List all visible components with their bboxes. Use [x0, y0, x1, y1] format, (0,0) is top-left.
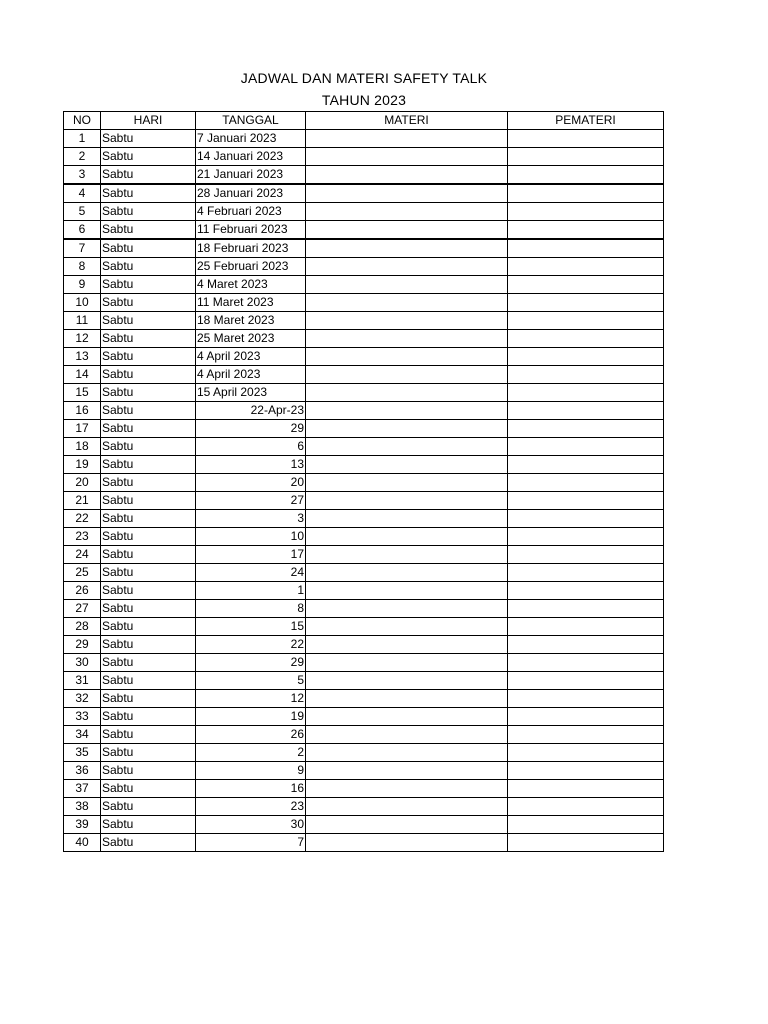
cell-tanggal: 28 Januari 2023 — [196, 184, 306, 203]
cell-materi — [306, 474, 508, 492]
cell-tanggal: 4 Februari 2023 — [196, 203, 306, 221]
cell-materi — [306, 798, 508, 816]
cell-materi — [306, 510, 508, 528]
cell-pemateri — [508, 780, 664, 798]
table-row — [64, 420, 664, 438]
cell-pemateri — [508, 384, 664, 402]
cell-no: 15 — [64, 384, 101, 402]
cell-no: 1 — [64, 130, 101, 148]
document-subtitle-year: TAHUN 2023 — [321, 92, 407, 108]
cell-tanggal: 15 — [196, 618, 306, 636]
table-row — [64, 294, 664, 312]
cell-hari: Sabtu — [101, 654, 196, 672]
cell-pemateri — [508, 672, 664, 690]
cell-no: 33 — [64, 708, 101, 726]
cell-pemateri — [508, 618, 664, 636]
cell-pemateri — [508, 834, 664, 852]
cell-tanggal: 22-Apr-23 — [196, 402, 306, 420]
cell-hari: Sabtu — [101, 148, 196, 166]
table-body — [64, 130, 664, 852]
cell-hari: Sabtu — [101, 438, 196, 456]
cell-materi — [306, 708, 508, 726]
cell-materi — [306, 203, 508, 221]
cell-no: 30 — [64, 654, 101, 672]
schedule-table — [63, 111, 664, 852]
cell-pemateri — [508, 582, 664, 600]
table-row — [64, 834, 664, 852]
cell-hari: Sabtu — [101, 744, 196, 762]
table-row — [64, 816, 664, 834]
cell-hari: Sabtu — [101, 690, 196, 708]
cell-no: 31 — [64, 672, 101, 690]
cell-hari: Sabtu — [101, 258, 196, 276]
table-row — [64, 582, 664, 600]
table-row — [64, 762, 664, 780]
cell-tanggal: 8 — [196, 600, 306, 618]
cell-hari: Sabtu — [101, 420, 196, 438]
table-row — [64, 366, 664, 384]
table-row — [64, 148, 664, 166]
cell-tanggal: 5 — [196, 672, 306, 690]
cell-hari: Sabtu — [101, 564, 196, 582]
cell-no: 18 — [64, 438, 101, 456]
cell-pemateri — [508, 654, 664, 672]
cell-hari: Sabtu — [101, 492, 196, 510]
cell-materi — [306, 348, 508, 366]
cell-no: 28 — [64, 618, 101, 636]
cell-tanggal: 14 Januari 2023 — [196, 148, 306, 166]
cell-materi — [306, 492, 508, 510]
cell-hari: Sabtu — [101, 294, 196, 312]
cell-no: 38 — [64, 798, 101, 816]
cell-materi — [306, 618, 508, 636]
cell-materi — [306, 294, 508, 312]
cell-hari: Sabtu — [101, 402, 196, 420]
cell-materi — [306, 420, 508, 438]
cell-hari: Sabtu — [101, 798, 196, 816]
cell-hari: Sabtu — [101, 203, 196, 221]
cell-pemateri — [508, 510, 664, 528]
cell-tanggal: 7 — [196, 834, 306, 852]
cell-hari: Sabtu — [101, 221, 196, 240]
cell-tanggal: 4 April 2023 — [196, 366, 306, 384]
table-row — [64, 456, 664, 474]
cell-tanggal: 26 — [196, 726, 306, 744]
cell-no: 10 — [64, 294, 101, 312]
cell-hari: Sabtu — [101, 456, 196, 474]
cell-hari: Sabtu — [101, 276, 196, 294]
table-row — [64, 258, 664, 276]
cell-pemateri — [508, 708, 664, 726]
cell-pemateri — [508, 239, 664, 258]
cell-tanggal: 11 Maret 2023 — [196, 294, 306, 312]
cell-hari: Sabtu — [101, 130, 196, 148]
cell-no: 6 — [64, 221, 101, 240]
cell-tanggal: 23 — [196, 798, 306, 816]
table-row — [64, 402, 664, 420]
cell-materi — [306, 166, 508, 185]
cell-tanggal: 18 Maret 2023 — [196, 312, 306, 330]
table-row — [64, 654, 664, 672]
cell-materi — [306, 780, 508, 798]
cell-pemateri — [508, 690, 664, 708]
cell-pemateri — [508, 166, 664, 185]
header-no: NO — [64, 112, 101, 130]
cell-pemateri — [508, 456, 664, 474]
table-row — [64, 798, 664, 816]
table-row — [64, 330, 664, 348]
table-row — [64, 492, 664, 510]
cell-pemateri — [508, 816, 664, 834]
cell-no: 3 — [64, 166, 101, 185]
cell-pemateri — [508, 276, 664, 294]
table-row — [64, 221, 664, 240]
cell-no: 16 — [64, 402, 101, 420]
cell-no: 35 — [64, 744, 101, 762]
cell-pemateri — [508, 130, 664, 148]
cell-materi — [306, 402, 508, 420]
table-row — [64, 564, 664, 582]
cell-tanggal: 30 — [196, 816, 306, 834]
table-row — [64, 672, 664, 690]
cell-materi — [306, 654, 508, 672]
table-row — [64, 166, 664, 185]
cell-hari: Sabtu — [101, 184, 196, 203]
cell-materi — [306, 600, 508, 618]
cell-tanggal: 2 — [196, 744, 306, 762]
cell-materi — [306, 366, 508, 384]
cell-no: 27 — [64, 600, 101, 618]
cell-tanggal: 25 Maret 2023 — [196, 330, 306, 348]
cell-pemateri — [508, 366, 664, 384]
cell-materi — [306, 528, 508, 546]
cell-no: 29 — [64, 636, 101, 654]
cell-materi — [306, 816, 508, 834]
cell-pemateri — [508, 348, 664, 366]
cell-pemateri — [508, 564, 664, 582]
cell-tanggal: 29 — [196, 420, 306, 438]
cell-no: 12 — [64, 330, 101, 348]
cell-pemateri — [508, 438, 664, 456]
cell-hari: Sabtu — [101, 618, 196, 636]
table-row — [64, 438, 664, 456]
cell-no: 20 — [64, 474, 101, 492]
cell-tanggal: 7 Januari 2023 — [196, 130, 306, 148]
cell-no: 23 — [64, 528, 101, 546]
cell-hari: Sabtu — [101, 366, 196, 384]
cell-tanggal: 3 — [196, 510, 306, 528]
cell-tanggal: 4 Maret 2023 — [196, 276, 306, 294]
table-row — [64, 546, 664, 564]
cell-no: 26 — [64, 582, 101, 600]
document-title: JADWAL DAN MATERI SAFETY TALK — [240, 70, 488, 86]
cell-hari: Sabtu — [101, 474, 196, 492]
cell-pemateri — [508, 600, 664, 618]
header-row — [64, 112, 664, 130]
cell-hari: Sabtu — [101, 726, 196, 744]
header-hari: HARI — [101, 112, 196, 130]
cell-materi — [306, 184, 508, 203]
cell-pemateri — [508, 528, 664, 546]
cell-pemateri — [508, 184, 664, 203]
cell-hari: Sabtu — [101, 762, 196, 780]
cell-materi — [306, 834, 508, 852]
table-row — [64, 690, 664, 708]
cell-tanggal: 27 — [196, 492, 306, 510]
table-row — [64, 184, 664, 203]
cell-pemateri — [508, 330, 664, 348]
cell-tanggal: 12 — [196, 690, 306, 708]
cell-materi — [306, 330, 508, 348]
cell-tanggal: 20 — [196, 474, 306, 492]
cell-pemateri — [508, 744, 664, 762]
table-row — [64, 474, 664, 492]
cell-pemateri — [508, 148, 664, 166]
cell-tanggal: 9 — [196, 762, 306, 780]
table-row — [64, 744, 664, 762]
cell-tanggal: 18 Februari 2023 — [196, 239, 306, 258]
table-row — [64, 726, 664, 744]
cell-pemateri — [508, 203, 664, 221]
cell-tanggal: 11 Februari 2023 — [196, 221, 306, 240]
cell-pemateri — [508, 762, 664, 780]
cell-hari: Sabtu — [101, 528, 196, 546]
cell-hari: Sabtu — [101, 600, 196, 618]
table-row — [64, 276, 664, 294]
cell-materi — [306, 636, 508, 654]
cell-materi — [306, 148, 508, 166]
header-materi: MATERI — [306, 112, 508, 130]
cell-hari: Sabtu — [101, 239, 196, 258]
cell-tanggal: 10 — [196, 528, 306, 546]
table-row — [64, 780, 664, 798]
cell-materi — [306, 456, 508, 474]
cell-tanggal: 15 April 2023 — [196, 384, 306, 402]
cell-pemateri — [508, 420, 664, 438]
table-row — [64, 130, 664, 148]
cell-hari: Sabtu — [101, 780, 196, 798]
cell-materi — [306, 276, 508, 294]
cell-hari: Sabtu — [101, 510, 196, 528]
cell-pemateri — [508, 726, 664, 744]
cell-tanggal: 6 — [196, 438, 306, 456]
table-row — [64, 600, 664, 618]
cell-no: 22 — [64, 510, 101, 528]
cell-no: 7 — [64, 239, 101, 258]
cell-materi — [306, 438, 508, 456]
cell-no: 36 — [64, 762, 101, 780]
cell-no: 37 — [64, 780, 101, 798]
cell-no: 4 — [64, 184, 101, 203]
cell-hari: Sabtu — [101, 816, 196, 834]
table-row — [64, 528, 664, 546]
cell-hari: Sabtu — [101, 708, 196, 726]
cell-pemateri — [508, 636, 664, 654]
table-row — [64, 636, 664, 654]
table-row — [64, 312, 664, 330]
cell-tanggal: 16 — [196, 780, 306, 798]
cell-no: 21 — [64, 492, 101, 510]
cell-pemateri — [508, 492, 664, 510]
cell-hari: Sabtu — [101, 384, 196, 402]
cell-materi — [306, 258, 508, 276]
table-row — [64, 510, 664, 528]
cell-materi — [306, 239, 508, 258]
cell-no: 32 — [64, 690, 101, 708]
cell-materi — [306, 672, 508, 690]
table-row — [64, 348, 664, 366]
cell-no: 24 — [64, 546, 101, 564]
cell-materi — [306, 564, 508, 582]
cell-pemateri — [508, 546, 664, 564]
cell-hari: Sabtu — [101, 330, 196, 348]
cell-tanggal: 1 — [196, 582, 306, 600]
cell-no: 5 — [64, 203, 101, 221]
cell-pemateri — [508, 221, 664, 240]
header-tanggal: TANGGAL — [196, 112, 306, 130]
cell-no: 9 — [64, 276, 101, 294]
cell-hari: Sabtu — [101, 546, 196, 564]
table-row — [64, 384, 664, 402]
cell-materi — [306, 726, 508, 744]
cell-materi — [306, 221, 508, 240]
cell-materi — [306, 582, 508, 600]
cell-no: 14 — [64, 366, 101, 384]
cell-no: 17 — [64, 420, 101, 438]
cell-hari: Sabtu — [101, 348, 196, 366]
cell-hari: Sabtu — [101, 636, 196, 654]
cell-pemateri — [508, 258, 664, 276]
cell-materi — [306, 130, 508, 148]
cell-tanggal: 4 April 2023 — [196, 348, 306, 366]
cell-tanggal: 22 — [196, 636, 306, 654]
cell-tanggal: 17 — [196, 546, 306, 564]
cell-tanggal: 21 Januari 2023 — [196, 166, 306, 185]
cell-materi — [306, 312, 508, 330]
cell-tanggal: 24 — [196, 564, 306, 582]
cell-no: 2 — [64, 148, 101, 166]
cell-pemateri — [508, 798, 664, 816]
cell-tanggal: 13 — [196, 456, 306, 474]
cell-pemateri — [508, 312, 664, 330]
cell-tanggal: 29 — [196, 654, 306, 672]
table-row — [64, 203, 664, 221]
table-row — [64, 618, 664, 636]
table-row — [64, 708, 664, 726]
cell-hari: Sabtu — [101, 312, 196, 330]
cell-pemateri — [508, 474, 664, 492]
cell-no: 39 — [64, 816, 101, 834]
cell-no: 34 — [64, 726, 101, 744]
table-row — [64, 239, 664, 258]
header-pemateri: PEMATERI — [508, 112, 664, 130]
cell-materi — [306, 384, 508, 402]
cell-hari: Sabtu — [101, 834, 196, 852]
cell-no: 13 — [64, 348, 101, 366]
cell-pemateri — [508, 402, 664, 420]
cell-hari: Sabtu — [101, 582, 196, 600]
cell-no: 40 — [64, 834, 101, 852]
cell-materi — [306, 546, 508, 564]
cell-pemateri — [508, 294, 664, 312]
cell-materi — [306, 762, 508, 780]
cell-tanggal: 19 — [196, 708, 306, 726]
cell-no: 25 — [64, 564, 101, 582]
cell-tanggal: 25 Februari 2023 — [196, 258, 306, 276]
cell-hari: Sabtu — [101, 672, 196, 690]
cell-materi — [306, 690, 508, 708]
cell-hari: Sabtu — [101, 166, 196, 185]
cell-no: 11 — [64, 312, 101, 330]
cell-no: 19 — [64, 456, 101, 474]
cell-no: 8 — [64, 258, 101, 276]
cell-materi — [306, 744, 508, 762]
